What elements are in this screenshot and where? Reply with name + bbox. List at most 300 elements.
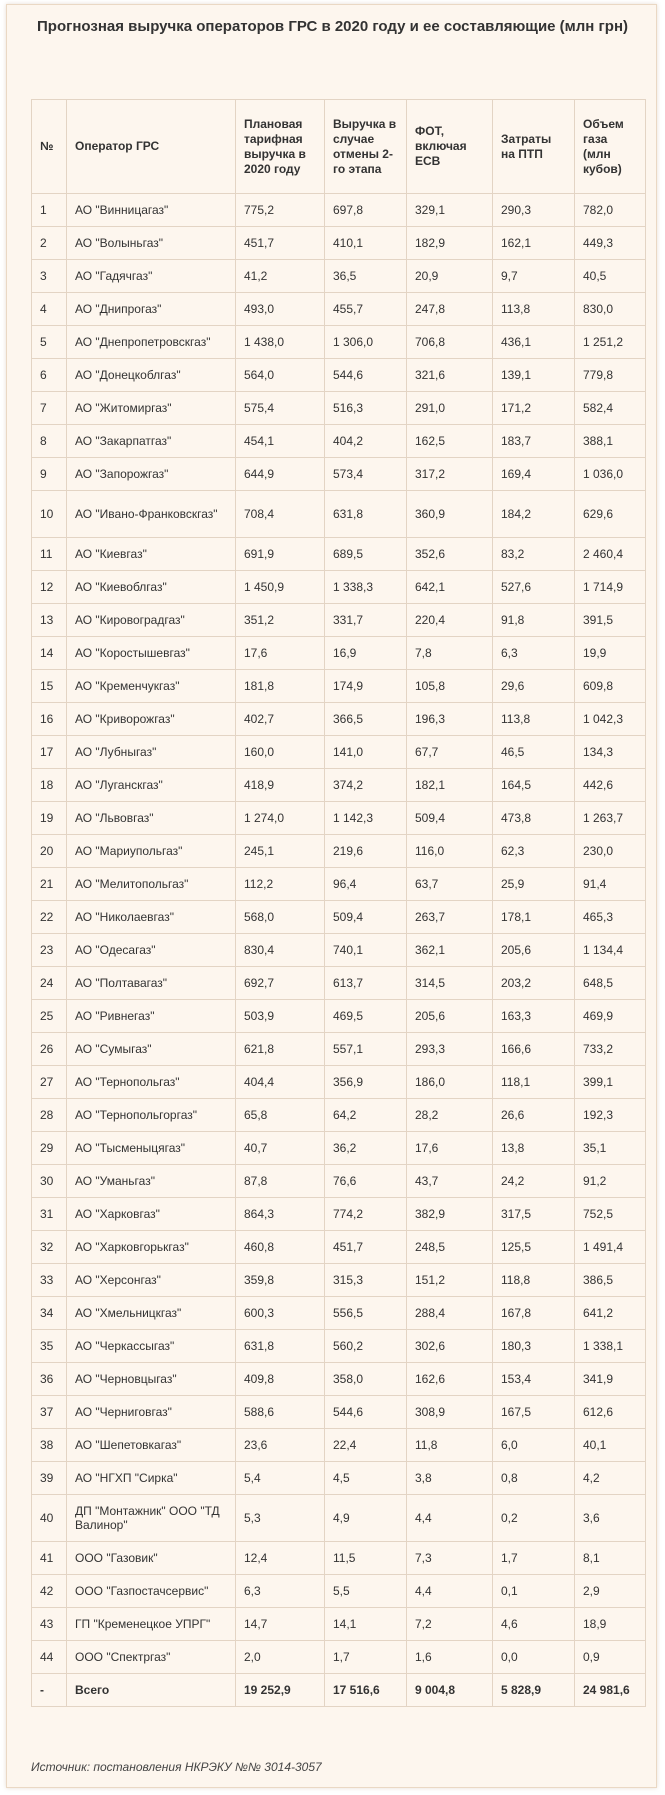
operator-name: АО "Николаевгаз" bbox=[67, 901, 236, 934]
payroll: 642,1 bbox=[407, 571, 493, 604]
table-row bbox=[32, 769, 646, 802]
table-row bbox=[32, 1066, 646, 1099]
revenue-cancel: 1,7 bbox=[325, 1641, 407, 1674]
revenue-cancel: 22,4 bbox=[325, 1429, 407, 1462]
gas-volume: 1 714,9 bbox=[575, 571, 646, 604]
planned-revenue: 160,0 bbox=[236, 736, 325, 769]
revenue-cancel: 1 306,0 bbox=[325, 326, 407, 359]
table-row bbox=[32, 458, 646, 491]
total-revenue-cancel: 17 516,6 bbox=[325, 1674, 407, 1707]
operator-name: АО "Тернопольгаз" bbox=[67, 1066, 236, 1099]
row-number: 10 bbox=[32, 491, 67, 538]
planned-revenue: 359,8 bbox=[236, 1264, 325, 1297]
planned-revenue: 14,7 bbox=[236, 1608, 325, 1641]
planned-revenue: 418,9 bbox=[236, 769, 325, 802]
planned-revenue: 1 450,9 bbox=[236, 571, 325, 604]
gas-volume: 1 042,3 bbox=[575, 703, 646, 736]
total-row bbox=[32, 1674, 646, 1707]
payroll: 3,8 bbox=[407, 1462, 493, 1495]
planned-revenue: 41,2 bbox=[236, 260, 325, 293]
planned-revenue: 644,9 bbox=[236, 458, 325, 491]
planned-revenue: 402,7 bbox=[236, 703, 325, 736]
planned-revenue: 112,2 bbox=[236, 868, 325, 901]
gas-volume: 0,9 bbox=[575, 1641, 646, 1674]
planned-revenue: 23,6 bbox=[236, 1429, 325, 1462]
payroll: 205,6 bbox=[407, 1000, 493, 1033]
table-row bbox=[32, 260, 646, 293]
payroll: 43,7 bbox=[407, 1165, 493, 1198]
operator-name: АО "Уманьгаз" bbox=[67, 1165, 236, 1198]
ptp-costs: 436,1 bbox=[493, 326, 575, 359]
column-header-payroll: ФОТ, включая ЕСВ bbox=[407, 100, 493, 194]
revenue-cancel: 557,1 bbox=[325, 1033, 407, 1066]
planned-revenue: 864,3 bbox=[236, 1198, 325, 1231]
planned-revenue: 830,4 bbox=[236, 934, 325, 967]
payroll: 220,4 bbox=[407, 604, 493, 637]
ptp-costs: 153,4 bbox=[493, 1363, 575, 1396]
row-number: 29 bbox=[32, 1132, 67, 1165]
revenue-cancel: 560,2 bbox=[325, 1330, 407, 1363]
row-number: 38 bbox=[32, 1429, 67, 1462]
revenue-cancel: 5,5 bbox=[325, 1575, 407, 1608]
gas-volume: 752,5 bbox=[575, 1198, 646, 1231]
row-number: 15 bbox=[32, 670, 67, 703]
planned-revenue: 691,9 bbox=[236, 538, 325, 571]
payroll: 360,9 bbox=[407, 491, 493, 538]
planned-revenue: 503,9 bbox=[236, 1000, 325, 1033]
payroll: 247,8 bbox=[407, 293, 493, 326]
revenue-cancel: 740,1 bbox=[325, 934, 407, 967]
table-row bbox=[32, 1000, 646, 1033]
row-number: 19 bbox=[32, 802, 67, 835]
operator-name: АО "Ивано-Франковскгаз" bbox=[67, 491, 236, 538]
revenue-cancel: 544,6 bbox=[325, 359, 407, 392]
operator-name: АО "Лубныгаз" bbox=[67, 736, 236, 769]
revenue-cancel: 469,5 bbox=[325, 1000, 407, 1033]
table-row bbox=[32, 1198, 646, 1231]
payroll: 20,9 bbox=[407, 260, 493, 293]
table-row bbox=[32, 802, 646, 835]
revenue-cancel: 544,6 bbox=[325, 1396, 407, 1429]
operator-name: АО "Донецкоблгаз" bbox=[67, 359, 236, 392]
ptp-costs: 83,2 bbox=[493, 538, 575, 571]
operator-name: АО "Харковгаз" bbox=[67, 1198, 236, 1231]
operator-name: АО "Днепропетровскгаз" bbox=[67, 326, 236, 359]
revenue-cancel: 4,9 bbox=[325, 1495, 407, 1542]
payroll: 291,0 bbox=[407, 392, 493, 425]
row-number: 41 bbox=[32, 1542, 67, 1575]
ptp-costs: 24,2 bbox=[493, 1165, 575, 1198]
operator-name: ООО "Газовик" bbox=[67, 1542, 236, 1575]
total-operator-name: Всего bbox=[67, 1674, 236, 1707]
payroll: 308,9 bbox=[407, 1396, 493, 1429]
row-number: 11 bbox=[32, 538, 67, 571]
ptp-costs: 6,0 bbox=[493, 1429, 575, 1462]
payroll: 293,3 bbox=[407, 1033, 493, 1066]
row-number: 4 bbox=[32, 293, 67, 326]
ptp-costs: 62,3 bbox=[493, 835, 575, 868]
gas-volume: 782,0 bbox=[575, 194, 646, 227]
gas-volume: 1 491,4 bbox=[575, 1231, 646, 1264]
table-row bbox=[32, 1575, 646, 1608]
revenue-cancel: 96,4 bbox=[325, 868, 407, 901]
gas-volume: 733,2 bbox=[575, 1033, 646, 1066]
revenue-cancel: 404,2 bbox=[325, 425, 407, 458]
row-number: 13 bbox=[32, 604, 67, 637]
planned-revenue: 575,4 bbox=[236, 392, 325, 425]
ptp-costs: 0,1 bbox=[493, 1575, 575, 1608]
row-number: 17 bbox=[32, 736, 67, 769]
ptp-costs: 13,8 bbox=[493, 1132, 575, 1165]
table-row bbox=[32, 1231, 646, 1264]
operator-name: АО "Закарпатгаз" bbox=[67, 425, 236, 458]
revenue-cancel: 11,5 bbox=[325, 1542, 407, 1575]
planned-revenue: 2,0 bbox=[236, 1641, 325, 1674]
ptp-costs: 0,2 bbox=[493, 1495, 575, 1542]
table-row bbox=[32, 425, 646, 458]
gas-volume: 629,6 bbox=[575, 491, 646, 538]
payroll: 162,6 bbox=[407, 1363, 493, 1396]
operator-name: АО "Тернопольгоргаз" bbox=[67, 1099, 236, 1132]
table-row bbox=[32, 1165, 646, 1198]
operator-name: ДП "Монтажник" ООО "ТД Валинор" bbox=[67, 1495, 236, 1542]
row-number: 20 bbox=[32, 835, 67, 868]
planned-revenue: 1 438,0 bbox=[236, 326, 325, 359]
operator-name: АО "Полтавагаз" bbox=[67, 967, 236, 1000]
table-row bbox=[32, 194, 646, 227]
gas-volume: 1 134,4 bbox=[575, 934, 646, 967]
column-header-revenue-cancel: Выручка в случае отмены 2-го этапа bbox=[325, 100, 407, 194]
gas-volume: 641,2 bbox=[575, 1297, 646, 1330]
gas-volume: 612,6 bbox=[575, 1396, 646, 1429]
revenue-cancel: 174,9 bbox=[325, 670, 407, 703]
row-number: 5 bbox=[32, 326, 67, 359]
planned-revenue: 87,8 bbox=[236, 1165, 325, 1198]
payroll: 302,6 bbox=[407, 1330, 493, 1363]
source-note: Источник: постановления НКРЭКУ №№ 3014-3057 bbox=[31, 1760, 322, 1774]
operator-name: АО "Хмельницкгаз" bbox=[67, 1297, 236, 1330]
gas-volume: 469,9 bbox=[575, 1000, 646, 1033]
ptp-costs: 473,8 bbox=[493, 802, 575, 835]
revenue-cancel: 331,7 bbox=[325, 604, 407, 637]
gas-volume: 582,4 bbox=[575, 392, 646, 425]
revenue-cancel: 631,8 bbox=[325, 491, 407, 538]
operator-name: АО "НГХП "Сирка" bbox=[67, 1462, 236, 1495]
ptp-costs: 1,7 bbox=[493, 1542, 575, 1575]
row-number: 3 bbox=[32, 260, 67, 293]
content-card bbox=[6, 4, 657, 1788]
gas-volume: 192,3 bbox=[575, 1099, 646, 1132]
operator-name: АО "Кировоградгаз" bbox=[67, 604, 236, 637]
revenue-cancel: 4,5 bbox=[325, 1462, 407, 1495]
ptp-costs: 0,8 bbox=[493, 1462, 575, 1495]
table-row bbox=[32, 1495, 646, 1542]
table-row bbox=[32, 491, 646, 538]
ptp-costs: 169,4 bbox=[493, 458, 575, 491]
ptp-costs: 113,8 bbox=[493, 293, 575, 326]
row-number: 22 bbox=[32, 901, 67, 934]
planned-revenue: 409,8 bbox=[236, 1363, 325, 1396]
ptp-costs: 166,6 bbox=[493, 1033, 575, 1066]
payroll: 186,0 bbox=[407, 1066, 493, 1099]
operator-name: АО "Криворожгаз" bbox=[67, 703, 236, 736]
table-row bbox=[32, 1264, 646, 1297]
ptp-costs: 167,8 bbox=[493, 1297, 575, 1330]
table-row bbox=[32, 1396, 646, 1429]
operator-name: ООО "Газпостачсервис" bbox=[67, 1575, 236, 1608]
row-number: 39 bbox=[32, 1462, 67, 1495]
column-header-operator: Оператор ГРС bbox=[67, 100, 236, 194]
planned-revenue: 588,6 bbox=[236, 1396, 325, 1429]
ptp-costs: 203,2 bbox=[493, 967, 575, 1000]
gas-volume: 648,5 bbox=[575, 967, 646, 1000]
payroll: 362,1 bbox=[407, 934, 493, 967]
row-number: 27 bbox=[32, 1066, 67, 1099]
ptp-costs: 205,6 bbox=[493, 934, 575, 967]
table-row bbox=[32, 934, 646, 967]
revenue-cancel: 36,2 bbox=[325, 1132, 407, 1165]
planned-revenue: 460,8 bbox=[236, 1231, 325, 1264]
table-row bbox=[32, 538, 646, 571]
row-number: 23 bbox=[32, 934, 67, 967]
revenue-cancel: 16,9 bbox=[325, 637, 407, 670]
ptp-costs: 91,8 bbox=[493, 604, 575, 637]
revenue-table bbox=[31, 99, 646, 1707]
revenue-cancel: 315,3 bbox=[325, 1264, 407, 1297]
table-row bbox=[32, 835, 646, 868]
revenue-cancel: 366,5 bbox=[325, 703, 407, 736]
ptp-costs: 26,6 bbox=[493, 1099, 575, 1132]
revenue-cancel: 410,1 bbox=[325, 227, 407, 260]
row-number: 26 bbox=[32, 1033, 67, 1066]
ptp-costs: 118,1 bbox=[493, 1066, 575, 1099]
ptp-costs: 4,6 bbox=[493, 1608, 575, 1641]
payroll: 151,2 bbox=[407, 1264, 493, 1297]
ptp-costs: 180,3 bbox=[493, 1330, 575, 1363]
planned-revenue: 631,8 bbox=[236, 1330, 325, 1363]
payroll: 63,7 bbox=[407, 868, 493, 901]
table-row bbox=[32, 1033, 646, 1066]
revenue-cancel: 219,6 bbox=[325, 835, 407, 868]
operator-name: АО "Запорожгаз" bbox=[67, 458, 236, 491]
revenue-cancel: 356,9 bbox=[325, 1066, 407, 1099]
payroll: 317,2 bbox=[407, 458, 493, 491]
ptp-costs: 46,5 bbox=[493, 736, 575, 769]
revenue-cancel: 76,6 bbox=[325, 1165, 407, 1198]
table-row bbox=[32, 1641, 646, 1674]
operator-name: АО "Житомиргаз" bbox=[67, 392, 236, 425]
ptp-costs: 162,1 bbox=[493, 227, 575, 260]
operator-name: АО "Волыньгаз" bbox=[67, 227, 236, 260]
table-row bbox=[32, 1132, 646, 1165]
gas-volume: 1 338,1 bbox=[575, 1330, 646, 1363]
table-row bbox=[32, 670, 646, 703]
column-header-ptp-costs: Затраты на ПТП bbox=[493, 100, 575, 194]
gas-volume: 230,0 bbox=[575, 835, 646, 868]
gas-volume: 465,3 bbox=[575, 901, 646, 934]
row-number: 14 bbox=[32, 637, 67, 670]
planned-revenue: 621,8 bbox=[236, 1033, 325, 1066]
planned-revenue: 692,7 bbox=[236, 967, 325, 1000]
total-planned-revenue: 19 252,9 bbox=[236, 1674, 325, 1707]
table-row bbox=[32, 1542, 646, 1575]
gas-volume: 134,3 bbox=[575, 736, 646, 769]
table-row bbox=[32, 571, 646, 604]
table-row bbox=[32, 392, 646, 425]
operator-name: АО "Луганскгаз" bbox=[67, 769, 236, 802]
column-header-number: № bbox=[32, 100, 67, 194]
row-number: 18 bbox=[32, 769, 67, 802]
payroll: 706,8 bbox=[407, 326, 493, 359]
row-number: 1 bbox=[32, 194, 67, 227]
total-ptp-costs: 5 828,9 bbox=[493, 1674, 575, 1707]
ptp-costs: 527,6 bbox=[493, 571, 575, 604]
total-payroll: 9 004,8 bbox=[407, 1674, 493, 1707]
operator-name: АО "Черниговгаз" bbox=[67, 1396, 236, 1429]
gas-volume: 1 263,7 bbox=[575, 802, 646, 835]
planned-revenue: 40,7 bbox=[236, 1132, 325, 1165]
gas-volume: 830,0 bbox=[575, 293, 646, 326]
table-row bbox=[32, 1462, 646, 1495]
operator-name: АО "Шепетовкагаз" bbox=[67, 1429, 236, 1462]
planned-revenue: 708,4 bbox=[236, 491, 325, 538]
operator-name: АО "Коростышевгаз" bbox=[67, 637, 236, 670]
gas-volume: 3,6 bbox=[575, 1495, 646, 1542]
row-number: 2 bbox=[32, 227, 67, 260]
payroll: 352,6 bbox=[407, 538, 493, 571]
row-number: 28 bbox=[32, 1099, 67, 1132]
ptp-costs: 139,1 bbox=[493, 359, 575, 392]
operator-name: АО "Мариупольгаз" bbox=[67, 835, 236, 868]
revenue-cancel: 358,0 bbox=[325, 1363, 407, 1396]
gas-volume: 609,8 bbox=[575, 670, 646, 703]
operator-name: АО "Сумыгаз" bbox=[67, 1033, 236, 1066]
row-number: 12 bbox=[32, 571, 67, 604]
operator-name: АО "Мелитопольгаз" bbox=[67, 868, 236, 901]
revenue-cancel: 613,7 bbox=[325, 967, 407, 1000]
table-row bbox=[32, 967, 646, 1000]
operator-name: АО "Ривнегаз" bbox=[67, 1000, 236, 1033]
gas-volume: 779,8 bbox=[575, 359, 646, 392]
planned-revenue: 775,2 bbox=[236, 194, 325, 227]
operator-name: АО "Херсонгаз" bbox=[67, 1264, 236, 1297]
row-number: 42 bbox=[32, 1575, 67, 1608]
page-title: Прогнозная выручка операторов ГРС в 2020 году и ее составляющие (млн грн) bbox=[37, 18, 628, 35]
table-body bbox=[32, 194, 646, 1707]
payroll: 28,2 bbox=[407, 1099, 493, 1132]
planned-revenue: 454,1 bbox=[236, 425, 325, 458]
revenue-cancel: 556,5 bbox=[325, 1297, 407, 1330]
payroll: 17,6 bbox=[407, 1132, 493, 1165]
revenue-cancel: 455,7 bbox=[325, 293, 407, 326]
gas-volume: 8,1 bbox=[575, 1542, 646, 1575]
payroll: 105,8 bbox=[407, 670, 493, 703]
gas-volume: 35,1 bbox=[575, 1132, 646, 1165]
row-number: 31 bbox=[32, 1198, 67, 1231]
table-row bbox=[32, 637, 646, 670]
payroll: 4,4 bbox=[407, 1575, 493, 1608]
planned-revenue: 493,0 bbox=[236, 293, 325, 326]
row-number: 30 bbox=[32, 1165, 67, 1198]
row-number: 7 bbox=[32, 392, 67, 425]
revenue-cancel: 451,7 bbox=[325, 1231, 407, 1264]
planned-revenue: 245,1 bbox=[236, 835, 325, 868]
operator-name: ООО "Спектргаз" bbox=[67, 1641, 236, 1674]
table-row bbox=[32, 901, 646, 934]
table-row bbox=[32, 604, 646, 637]
gas-volume: 2,9 bbox=[575, 1575, 646, 1608]
gas-volume: 399,1 bbox=[575, 1066, 646, 1099]
ptp-costs: 167,5 bbox=[493, 1396, 575, 1429]
payroll: 7,8 bbox=[407, 637, 493, 670]
ptp-costs: 9,7 bbox=[493, 260, 575, 293]
table-row bbox=[32, 1297, 646, 1330]
gas-volume: 40,5 bbox=[575, 260, 646, 293]
row-number: 32 bbox=[32, 1231, 67, 1264]
ptp-costs: 25,9 bbox=[493, 868, 575, 901]
planned-revenue: 181,8 bbox=[236, 670, 325, 703]
gas-volume: 341,9 bbox=[575, 1363, 646, 1396]
operator-name: АО "Тысменыцягаз" bbox=[67, 1132, 236, 1165]
row-number: 25 bbox=[32, 1000, 67, 1033]
gas-volume: 19,9 bbox=[575, 637, 646, 670]
table-row bbox=[32, 293, 646, 326]
total-gas-volume: 24 981,6 bbox=[575, 1674, 646, 1707]
payroll: 196,3 bbox=[407, 703, 493, 736]
planned-revenue: 12,4 bbox=[236, 1542, 325, 1575]
payroll: 321,6 bbox=[407, 359, 493, 392]
row-number: 40 bbox=[32, 1495, 67, 1542]
revenue-cancel: 689,5 bbox=[325, 538, 407, 571]
row-number: 34 bbox=[32, 1297, 67, 1330]
ptp-costs: 178,1 bbox=[493, 901, 575, 934]
gas-volume: 391,5 bbox=[575, 604, 646, 637]
table-row bbox=[32, 326, 646, 359]
payroll: 509,4 bbox=[407, 802, 493, 835]
operator-name: ГП "Кременецкое УПРГ" bbox=[67, 1608, 236, 1641]
ptp-costs: 164,5 bbox=[493, 769, 575, 802]
payroll: 116,0 bbox=[407, 835, 493, 868]
payroll: 263,7 bbox=[407, 901, 493, 934]
table-row bbox=[32, 1363, 646, 1396]
ptp-costs: 317,5 bbox=[493, 1198, 575, 1231]
row-number: 16 bbox=[32, 703, 67, 736]
payroll: 329,1 bbox=[407, 194, 493, 227]
ptp-costs: 6,3 bbox=[493, 637, 575, 670]
payroll: 182,1 bbox=[407, 769, 493, 802]
revenue-cancel: 774,2 bbox=[325, 1198, 407, 1231]
table-row bbox=[32, 359, 646, 392]
row-number: 44 bbox=[32, 1641, 67, 1674]
table-row bbox=[32, 736, 646, 769]
row-number: 33 bbox=[32, 1264, 67, 1297]
revenue-cancel: 1 142,3 bbox=[325, 802, 407, 835]
ptp-costs: 290,3 bbox=[493, 194, 575, 227]
gas-volume: 91,4 bbox=[575, 868, 646, 901]
row-number: 21 bbox=[32, 868, 67, 901]
operator-name: АО "Днипрогаз" bbox=[67, 293, 236, 326]
planned-revenue: 564,0 bbox=[236, 359, 325, 392]
operator-name: АО "Киевгаз" bbox=[67, 538, 236, 571]
payroll: 248,5 bbox=[407, 1231, 493, 1264]
planned-revenue: 5,4 bbox=[236, 1462, 325, 1495]
table-row bbox=[32, 1608, 646, 1641]
column-header-planned-revenue: Плановая тарифная выручка в 2020 году bbox=[236, 100, 325, 194]
ptp-costs: 29,6 bbox=[493, 670, 575, 703]
gas-volume: 18,9 bbox=[575, 1608, 646, 1641]
revenue-cancel: 1 338,3 bbox=[325, 571, 407, 604]
operator-name: АО "Черкассыгаз" bbox=[67, 1330, 236, 1363]
